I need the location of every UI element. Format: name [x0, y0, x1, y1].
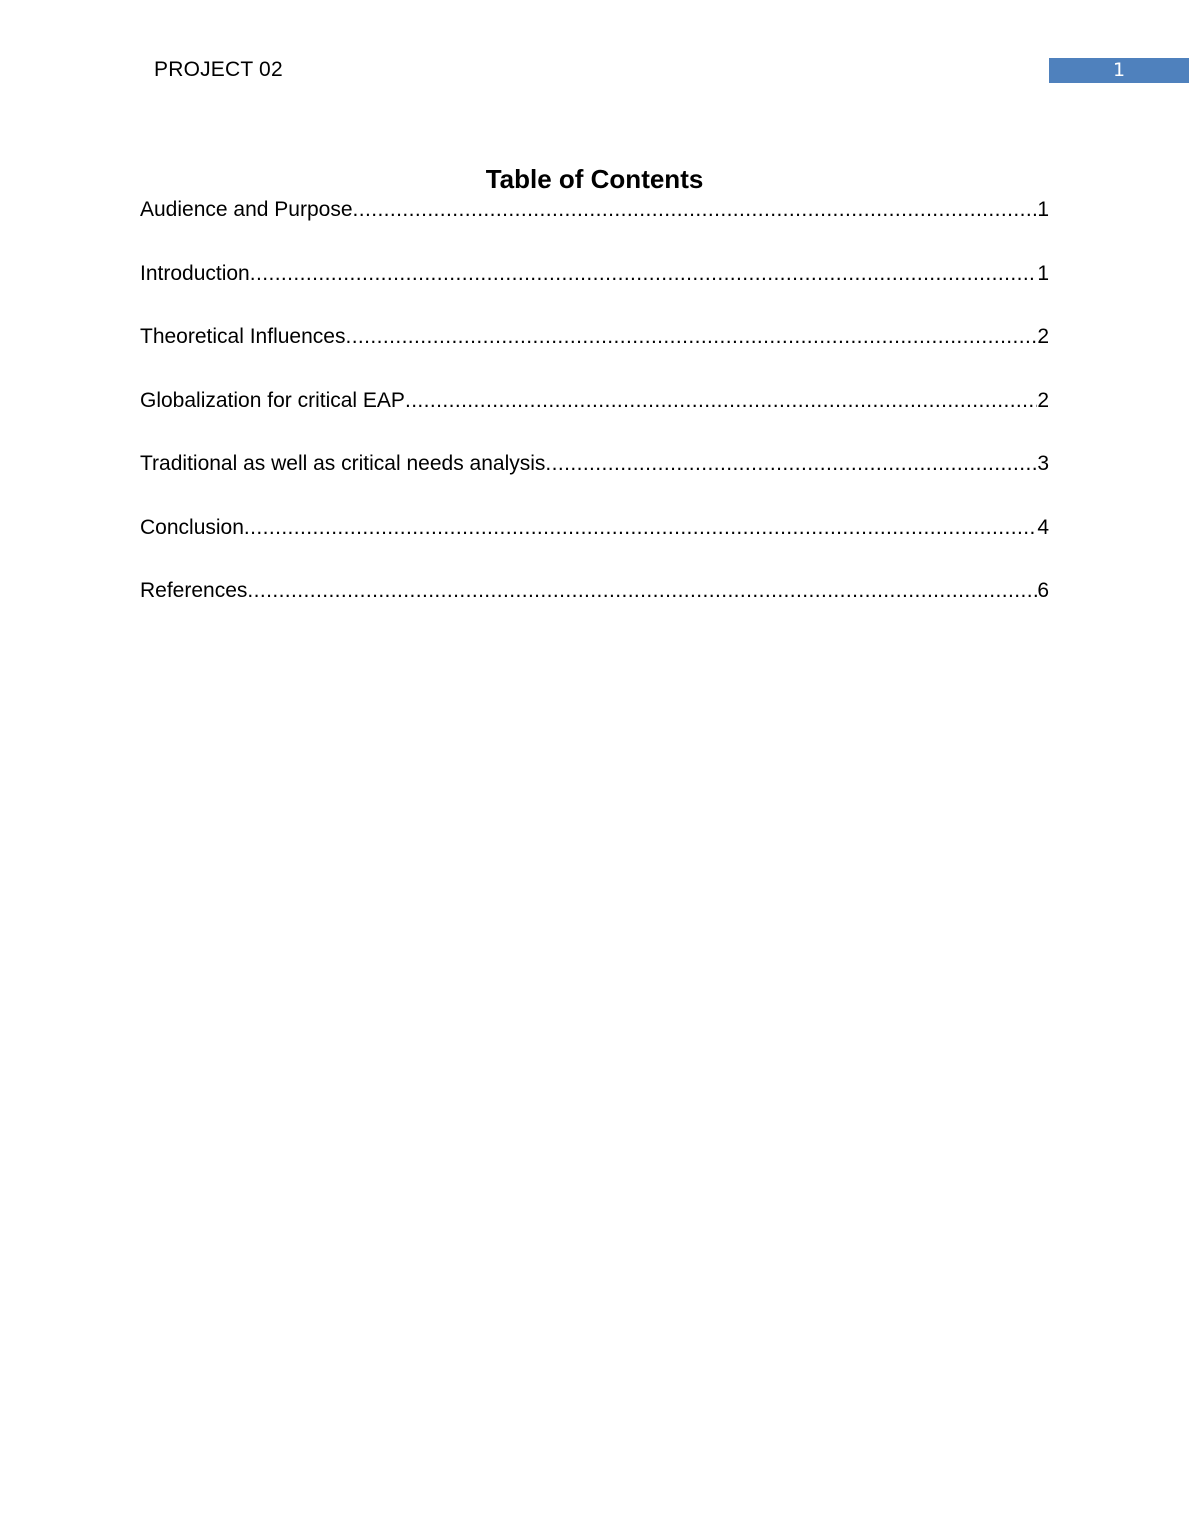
toc-entry-page: 6 [1037, 579, 1049, 602]
toc-entry-title: Traditional as well as critical needs analysis [140, 452, 546, 475]
toc-entry-introduction[interactable] [140, 261, 1049, 287]
toc-dot-leader [353, 197, 1038, 223]
toc-entry-title: Conclusion [140, 515, 244, 539]
toc-dot-leader [247, 578, 1037, 604]
toc-dot-leader [345, 324, 1037, 350]
toc-dot-leader [250, 261, 1038, 287]
toc-dot-leader [545, 451, 1037, 477]
page-number-badge: 1 [1049, 58, 1189, 83]
toc-entry-page: 3 [1037, 452, 1049, 475]
toc-entry-page: 4 [1037, 515, 1049, 539]
header-title: PROJECT 02 [154, 58, 283, 81]
toc-list [140, 197, 1049, 642]
toc-entry-page: 2 [1037, 388, 1049, 412]
toc-entry-needs-analysis[interactable] [140, 451, 1049, 477]
toc-entry-title: References [140, 579, 248, 602]
toc-entry-audience-and-purpose[interactable] [140, 197, 1049, 223]
toc-entry-page: 1 [1037, 261, 1049, 285]
toc-entry-title: Audience and Purpose [140, 198, 353, 221]
toc-entry-title: Globalization for critical EAP [140, 388, 405, 412]
toc-dot-leader [244, 515, 1037, 541]
toc-entry-page: 2 [1037, 325, 1049, 348]
toc-entry-conclusion[interactable] [140, 515, 1049, 541]
toc-entry-title: Theoretical Influences [140, 325, 346, 348]
toc-entry-globalization[interactable] [140, 388, 1049, 414]
toc-entry-references[interactable] [140, 578, 1049, 604]
toc-entry-page: 1 [1037, 198, 1049, 221]
toc-entry-title: Introduction [140, 261, 250, 285]
toc-heading: Table of Contents [485, 164, 704, 194]
toc-entry-theoretical-influences[interactable] [140, 324, 1049, 350]
toc-dot-leader [405, 388, 1037, 414]
